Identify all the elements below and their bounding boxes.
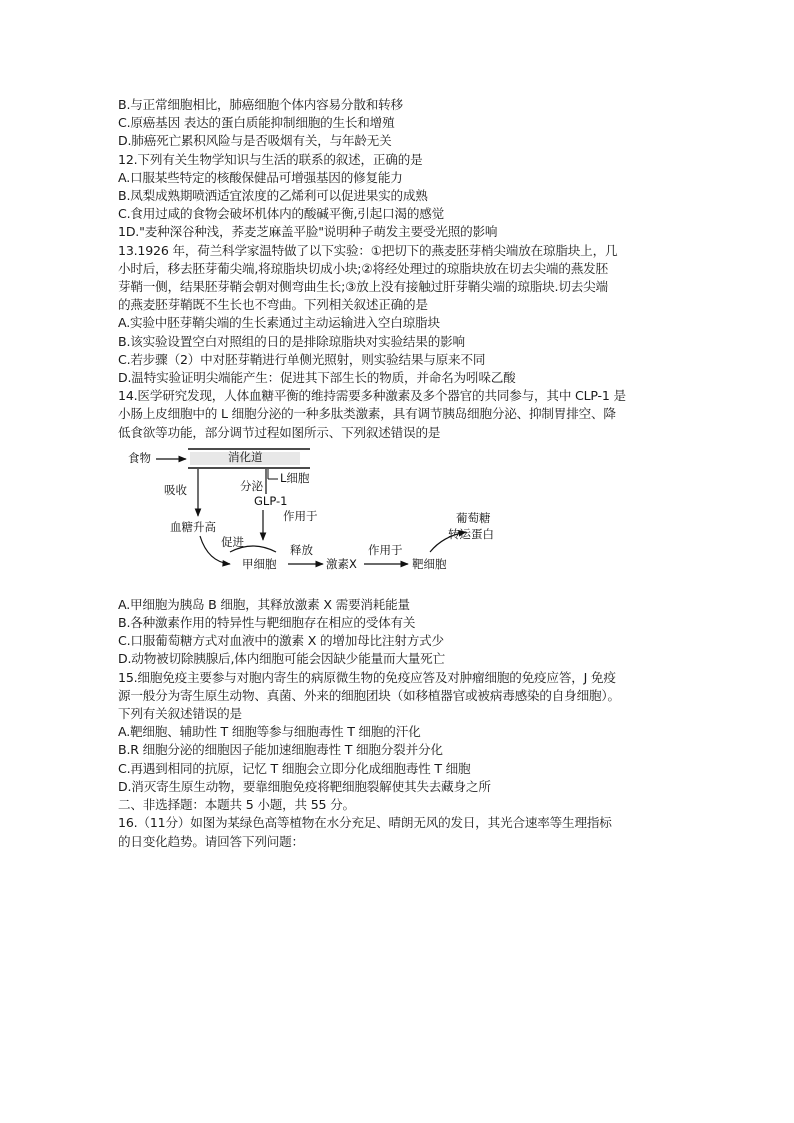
option-d: 1D."麦种深谷种浅，荞麦芝麻盖平脸"说明种子萌发主要受光照的影响: [118, 224, 498, 240]
question-16-stem: 16.（11分）如图为某绿色高等植物在水分充足、晴朗无风的发日，其光合速率等生理指标: [118, 815, 612, 831]
label-transporter: 转运蛋白: [448, 526, 494, 541]
label-tract: 消化道: [228, 449, 263, 464]
option-b: B.该实验设置空白对照组的日的是排除琼脂块对实验结果的影响: [118, 333, 465, 349]
label-act-on-2: 作用于: [368, 542, 403, 557]
label-cell-a: 甲细胞: [242, 556, 277, 571]
label-glucose-word: 葡萄糖: [456, 510, 491, 525]
text-line: 下列有关叙述错误的是: [118, 706, 242, 722]
option-c: C.若步骤（2）中对胚芽鞘进行单侧光照射，则实验结果与原来不同: [118, 351, 486, 367]
text-line: 小肠上皮细胞中的 L 细胞分泌的一种多肽类激素，具有调节胰岛细胞分泌、抑制胃排空、降: [118, 406, 616, 422]
option-b: B.R 细胞分泌的细胞因子能加速细胞毒性 T 细胞分裂并分化: [118, 742, 443, 758]
label-act-on-1: 作用于: [283, 508, 318, 523]
question-block-top: [118, 96, 698, 442]
option-a: A.口服某些特定的核酸保健品可增强基因的修复能力: [118, 169, 403, 185]
option-c: C.口服葡萄糖方式对血液中的激素 X 的增加母比注射方式少: [118, 633, 444, 649]
option-d: D.温特实验证明尖端能产生：促进其下部生长的物质，并命名为吲哚乙酸: [118, 370, 516, 386]
option-a: A.实验中胚芽鞘尖端的生长素通过主动运输进入空白琼脂块: [118, 315, 440, 331]
option-a: A.甲细胞为胰岛 B 细胞，其释放激素 X 需要消耗能量: [118, 596, 410, 612]
text-line: 源一般分为寄生原生动物、真菌、外来的细胞团块（如移植器官或被病毒感染的自身细胞）。: [118, 687, 620, 703]
text-line: B.与正常细胞相比，肺癌细胞个体内容易分散和转移: [118, 97, 403, 112]
label-glp1: GLP-1: [254, 493, 288, 508]
question-12-stem: 12.下列有关生物学知识与生活的联系的叙述，正确的是: [118, 151, 423, 167]
text-line: C.原癌基因 表达的蛋白质能抑制细胞的生长和增殖: [118, 115, 395, 131]
label-lcell: L细胞: [280, 470, 310, 485]
label-glucose-rise: 血糖升高: [170, 519, 216, 534]
question-14-stem: 14.医学研究发现，人体血糖平衡的维持需要多种激素及多个器官的共同参与，其中 CLP-1 是: [118, 388, 626, 404]
question-13-stem: 13.1926 年，荷兰科学家温特做了以下实验：①把切下的燕麦胚芽梢尖端放在琼脂块上，几: [118, 242, 618, 258]
question-block-bottom: [118, 596, 698, 851]
glucose-regulation-diagram: [118, 444, 698, 594]
text-line: 低食欲等功能，部分调节过程如图所示、下列叙述错误的是: [118, 424, 441, 440]
label-secrete: 分泌: [240, 478, 263, 493]
option-c: C.再遇到相同的抗原，记忆 T 细胞会立即分化成细胞毒性 T 细胞: [118, 760, 471, 776]
label-absorb: 吸收: [164, 482, 187, 497]
question-15-stem: 15.细胞免疫主要参与对胞内寄生的病原微生物的免疫应答及对肿瘤细胞的免疫应答，J 免疫: [118, 669, 616, 685]
text-line: 芽鞘一侧，结果胚芽鞘会朝对侧弯曲生长;③放上没有接触过肝芽鞘尖端的琼脂块.切去尖端: [118, 279, 608, 295]
option-d: D.消灭寄生原生动物，要靠细胞免疫将靶细胞裂解使其失去藏身之所: [118, 778, 491, 794]
option-d: D.动物被切除胰腺后,体内细胞可能会因缺少能量而大量死亡: [118, 651, 445, 667]
option-c: C.食用过咸的食物会破坏机体内的酸碱平衡,引起口渴的感觉: [118, 206, 445, 222]
label-release: 释放: [290, 542, 313, 557]
label-food: 食物: [128, 450, 151, 465]
exam-page: [118, 96, 698, 851]
label-target-cell: 靶细胞: [412, 556, 447, 571]
text-line: 小时后，移去胚芽葡尖端,将琼脂块切成小块;②将经处理过的琼脂块放在切去尖端的燕发胚: [118, 260, 608, 276]
option-a: A.靶细胞、辅助性 T 细胞等参与细胞毒性 T 细胞的汗化: [118, 724, 421, 740]
text-line: 的日变化趋势。请回答下列问题：: [118, 833, 304, 849]
option-b: B.各种激素作用的特异性与靶细胞存在相应的受体有关: [118, 615, 416, 631]
text-line: D.肺癌死亡累积风险与是否吸烟有关，与年龄无关: [118, 133, 392, 149]
option-b: B.凤梨成熟期喷洒适宜浓度的乙烯利可以促进果实的成熟: [118, 188, 428, 204]
label-hormone-x: 激素X: [326, 556, 357, 571]
section-heading: 二、非选择题：本题共 5 小题，共 55 分。: [118, 797, 355, 813]
label-promote: 促进: [221, 534, 244, 549]
text-line: 的燕麦胚芽鞘既不生长也不弯曲。下列相关叙述正确的是: [118, 297, 428, 313]
